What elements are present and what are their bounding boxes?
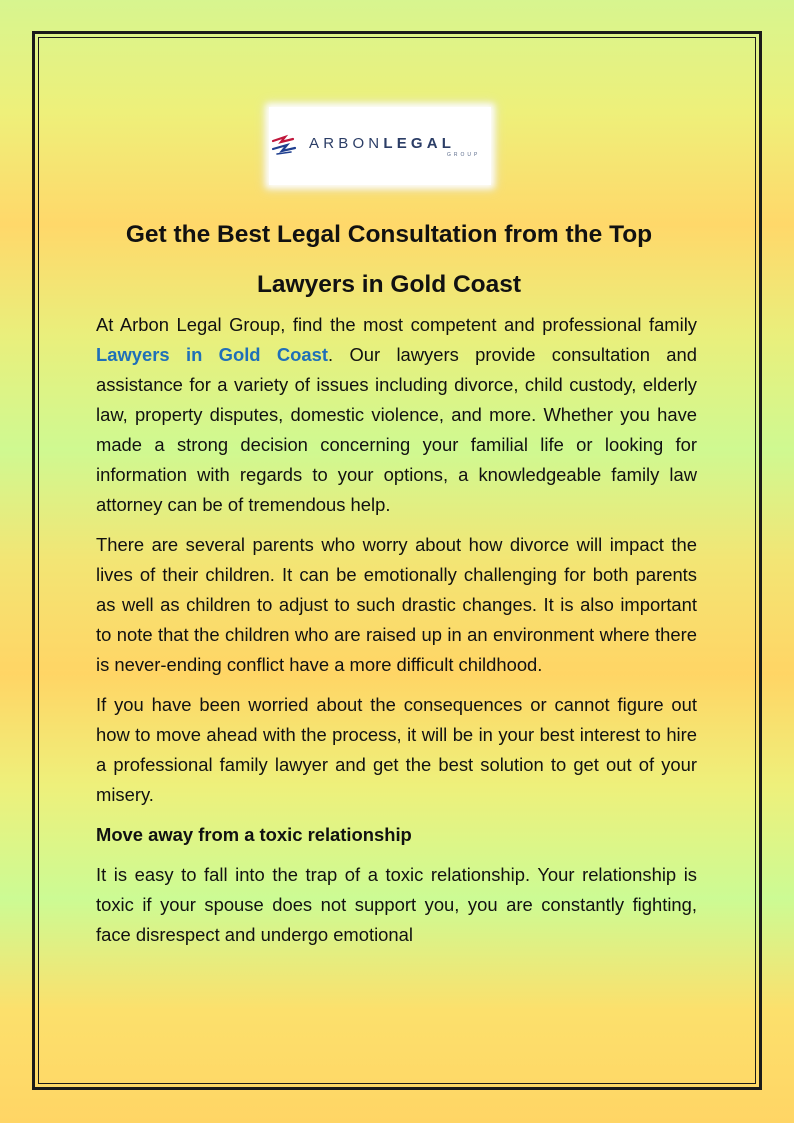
paragraph-intro	[96, 310, 697, 520]
paragraph-intro-after: . Our lawyers provide consultation and assistance for a variety of issues including divorce, child custody, elderly law, property disputes, domestic violence, and more. Whether you have made a strong decision concerning your familial life or looking for information with regards to your options, a knowledgeable family law attorney can be of tremendous help.	[96, 344, 697, 515]
logo-wordmark	[309, 136, 455, 151]
page-title	[96, 210, 682, 310]
logo-subtext: GROUP	[447, 152, 481, 158]
paragraph-intro-before: At Arbon Legal Group, find the most competent and professional family	[96, 314, 697, 335]
paragraph-toxic-relationship: It is easy to fall into the trap of a toxic relationship. Your relationship is toxic if your spouse does not support you, you are constantly fighting, face disrespect and undergo emotional	[96, 864, 697, 945]
paragraph-consequences: If you have been worried about the consequences or cannot figure out how to move ahead with the process, it will be in your best interest to hire a professional family lawyer and get the best solution to get out of your misery.	[96, 694, 697, 805]
section-heading-toxic-relationship: Move away from a toxic relationship	[96, 824, 412, 845]
article-body	[96, 310, 697, 960]
logo-mark-icon	[271, 133, 301, 157]
logo-word-arbon: ARBON	[309, 135, 384, 152]
paragraph-children: There are several parents who worry about how divorce will impact the lives of their children. It can be emotionally challenging for both parents as well as children to adjust to such drastic changes. It is also important to note that the children who are raised up in an environment where there is never-ending conflict have a more difficult childhood.	[96, 534, 697, 675]
logo-word-legal: LEGAL	[383, 135, 456, 152]
lawyers-gold-coast-link[interactable]: Lawyers in Gold Coast	[96, 344, 328, 365]
title-line-1: Get the Best Legal Consultation from the Top	[125, 221, 653, 248]
title-line-2: Lawyers in Gold Coast	[256, 271, 522, 298]
company-logo	[269, 107, 491, 185]
